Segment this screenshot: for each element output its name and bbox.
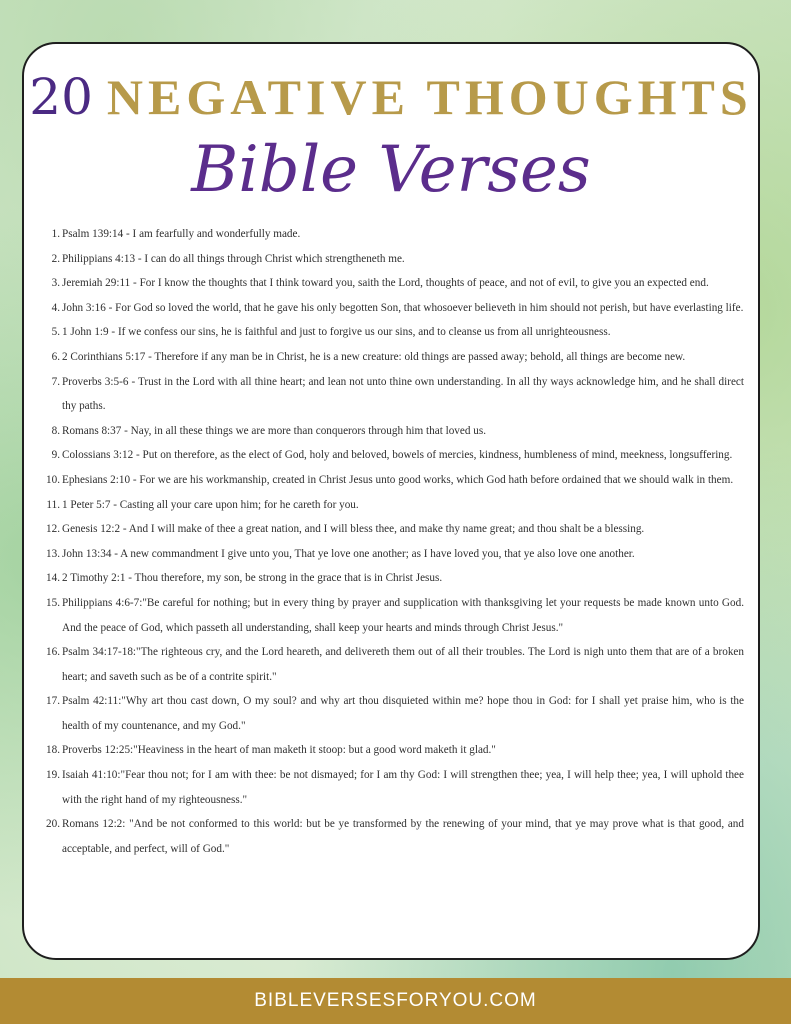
verse-number: 17. bbox=[46, 695, 60, 708]
verse-text: Philippians 4:6-7:"Be careful for nothing; but in every thing by prayer and supplication with thanksgiving let your requests be made known unto God. And the peace of God, which passeth all understanding, shall keep your hearts and minds through Christ Jesus." bbox=[62, 596, 744, 634]
verse-number: 19. bbox=[46, 769, 60, 782]
verse-text: Proverbs 3:5-6 - Trust in the Lord with all thine heart; and lean not unto thine own understanding. In all thy ways acknowledge him, and he shall direct thy paths. bbox=[62, 375, 744, 413]
verse-text: 1 Peter 5:7 - Casting all your care upon him; for he careth for you. bbox=[62, 498, 359, 511]
footer-banner bbox=[0, 978, 791, 1024]
verse-number: 12. bbox=[46, 523, 60, 536]
verse-number: 9. bbox=[51, 449, 60, 462]
title-row bbox=[24, 68, 758, 138]
verse-text: Romans 12:2: "And be not conformed to this world: but be ye transformed by the renewing of your mind, that ye may prove what is that good, and acceptable, and perfect, will of God." bbox=[62, 818, 744, 855]
verse-item bbox=[34, 493, 744, 518]
verse-item bbox=[34, 271, 744, 296]
verse-number: 8. bbox=[51, 424, 60, 437]
verse-card bbox=[22, 42, 760, 960]
verse-item bbox=[34, 812, 744, 861]
verse-text: 2 Corinthians 5:17 - Therefore if any man be in Christ, he is a new creature: old things are passed away; behold, all things are become new. bbox=[62, 350, 686, 363]
verse-item bbox=[34, 738, 744, 763]
verse-number: 11. bbox=[46, 498, 60, 511]
verse-item bbox=[34, 222, 744, 247]
verse-number: 16. bbox=[46, 646, 60, 659]
verse-item bbox=[34, 542, 744, 567]
page-subtitle: Bible Verses bbox=[191, 133, 591, 207]
verse-number: 10. bbox=[46, 473, 60, 486]
verse-item bbox=[34, 345, 744, 370]
verse-text: Psalm 42:11:"Why art thou cast down, O my soul? and why art thou disquieted within me? hope thou in God: for I shall yet praise him, who is the health of my countenance, and my God." bbox=[62, 695, 744, 732]
verse-item bbox=[34, 419, 744, 444]
verse-number: 3. bbox=[51, 277, 60, 290]
verse-item bbox=[34, 763, 744, 812]
verse-number: 18. bbox=[46, 744, 60, 757]
verse-text: Psalm 34:17-18:"The righteous cry, and the Lord heareth, and delivereth them out of all their troubles. The Lord is nigh unto them that are of a broken heart; and saveth such as be of a contrite spirit." bbox=[62, 646, 744, 683]
verse-item bbox=[34, 468, 744, 493]
verse-item bbox=[34, 640, 744, 689]
verse-text: John 13:34 - A new commandment I give unto you, That ye love one another; as I have loved you, that ye also love one another. bbox=[62, 547, 635, 560]
verse-item bbox=[34, 320, 744, 345]
verse-text: Jeremiah 29:11 - For I know the thoughts that I think toward you, saith the Lord, thoughts of peace, and not of evil, to give you an expected end. bbox=[62, 277, 709, 290]
verse-text: Philippians 4:13 - I can do all things through Christ which strengtheneth me. bbox=[62, 252, 405, 265]
verse-item bbox=[34, 591, 744, 640]
verse-text: Isaiah 41:10:"Fear thou not; for I am with thee: be not dismayed; for I am thy God: I will strengthen thee; yea, I will help thee; yea, I will uphold thee with the right hand of my righteousness." bbox=[62, 769, 744, 806]
verse-number: 6. bbox=[51, 350, 60, 363]
verse-text: John 3:16 - For God so loved the world, that he gave his only begotten Son, that whosoever believeth in him should not perish, but have everlasting life. bbox=[62, 301, 744, 314]
verse-text: 2 Timothy 2:1 - Thou therefore, my son, be strong in the grace that is in Christ Jesus. bbox=[62, 572, 443, 585]
verse-number: 7. bbox=[51, 375, 60, 388]
verse-number: 2. bbox=[51, 252, 60, 265]
verse-text: Romans 8:37 - Nay, in all these things we are more than conquerors through him that loved us. bbox=[62, 424, 486, 437]
title-number: 20 bbox=[29, 68, 93, 126]
verse-text: Psalm 139:14 - I am fearfully and wonderfully made. bbox=[62, 228, 301, 240]
website-link[interactable]: BIBLEVERSESFORYOU.COM bbox=[254, 990, 537, 1011]
verse-item bbox=[34, 247, 744, 272]
verse-number: 20. bbox=[46, 818, 60, 831]
verse-number: 13. bbox=[46, 547, 60, 560]
verse-list bbox=[34, 222, 744, 861]
verse-number: 15. bbox=[46, 596, 60, 609]
verse-text: Ephesians 2:10 - For we are his workmanship, created in Christ Jesus unto good works, which God hath before ordained that we should walk in them. bbox=[62, 473, 734, 486]
verse-item bbox=[34, 443, 744, 468]
verse-number: 5. bbox=[51, 326, 60, 339]
verse-text: Colossians 3:12 - Put on therefore, as the elect of God, holy and beloved, bowels of mercies, kindness, humbleness of mind, meekness, longsuffering. bbox=[62, 449, 733, 462]
verse-number: 4. bbox=[51, 301, 60, 314]
verse-item bbox=[34, 370, 744, 419]
verse-item bbox=[34, 296, 744, 321]
page-title: NEGATIVE THOUGHTS bbox=[106, 69, 753, 125]
verse-item bbox=[34, 566, 744, 591]
verse-text: 1 John 1:9 - If we confess our sins, he is faithful and just to forgive us our sins, and to cleanse us from all unrighteousness. bbox=[62, 326, 611, 339]
verse-text: Proverbs 12:25:"Heaviness in the heart of man maketh it stoop: but a good word maketh it glad." bbox=[62, 744, 496, 757]
verse-number: 1. bbox=[51, 228, 60, 240]
verse-number: 14. bbox=[46, 572, 60, 585]
verse-item bbox=[34, 517, 744, 542]
verse-item bbox=[34, 689, 744, 738]
verse-text: Genesis 12:2 - And I will make of thee a great nation, and I will bless thee, and make thy name great; and thou shalt be a blessing. bbox=[62, 523, 645, 536]
